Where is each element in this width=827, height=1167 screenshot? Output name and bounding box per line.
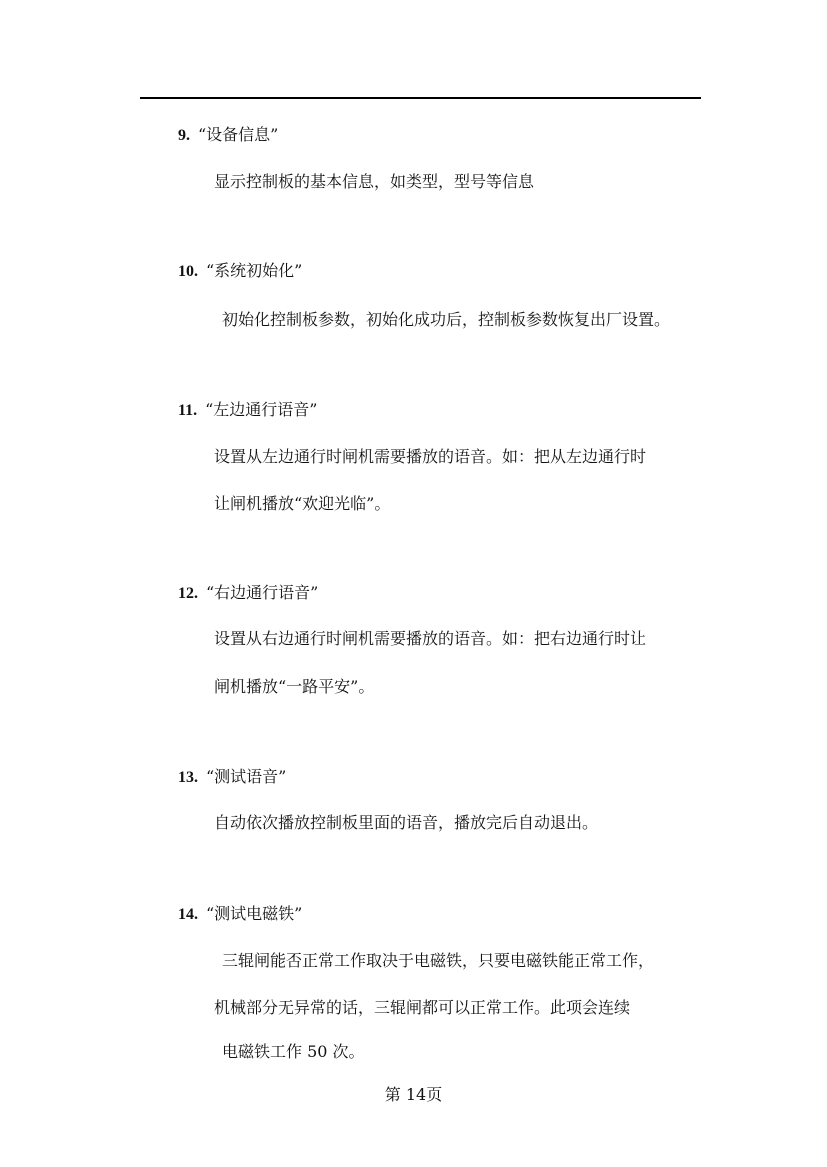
section-title: “测试电磁铁” [206, 904, 303, 923]
section-heading [178, 125, 278, 146]
section-title: “设备信息” [198, 125, 279, 144]
header-rule [140, 97, 701, 99]
section-text-line: 三辊闸能否正常工作取决于电磁铁，只要电磁铁能正常工作， [222, 951, 655, 970]
section-title: “右边通行语音” [206, 583, 319, 602]
section-number: 13. [178, 769, 198, 786]
section-number: 14. [178, 906, 198, 923]
section-heading [178, 400, 318, 421]
section-text-line: 机械部分无异常的话，三辊闸都可以正常工作。此项会连续 [214, 998, 631, 1017]
section-text-line: 电磁铁工作 50 次。 [222, 1042, 365, 1061]
page-number: 第 14页 [384, 1085, 443, 1104]
section-text-line: 显示控制板的基本信息，如类型，型号等信息 [214, 172, 535, 191]
section-title: “系统初始化” [206, 261, 303, 280]
section-text-line: 初始化控制板参数，初始化成功后，控制板参数恢复出厂设置。 [222, 310, 671, 329]
section-title: “左边通行语音” [205, 400, 318, 419]
section-text-line: 设置从左边通行时闸机需要播放的语音。如：把从左边通行时 [214, 447, 647, 466]
section-number: 12. [178, 585, 198, 602]
section-title: “测试语音” [206, 767, 287, 786]
section-number: 9. [178, 127, 190, 144]
section-number: 11. [178, 402, 198, 419]
section-text-line: 让闸机播放“欢迎光临”。 [214, 494, 391, 513]
section-heading [178, 904, 302, 925]
section-number: 10. [178, 263, 198, 280]
section-heading [178, 767, 286, 788]
section-text-line: 设置从右边通行时闸机需要播放的语音。如：把右边通行时让 [214, 629, 647, 648]
section-text-line: 闸机播放“一路平安”。 [214, 677, 375, 696]
section-heading [178, 261, 302, 282]
section-text-line: 自动依次播放控制板里面的语音，播放完后自动退出。 [214, 813, 599, 832]
section-heading [178, 583, 318, 604]
